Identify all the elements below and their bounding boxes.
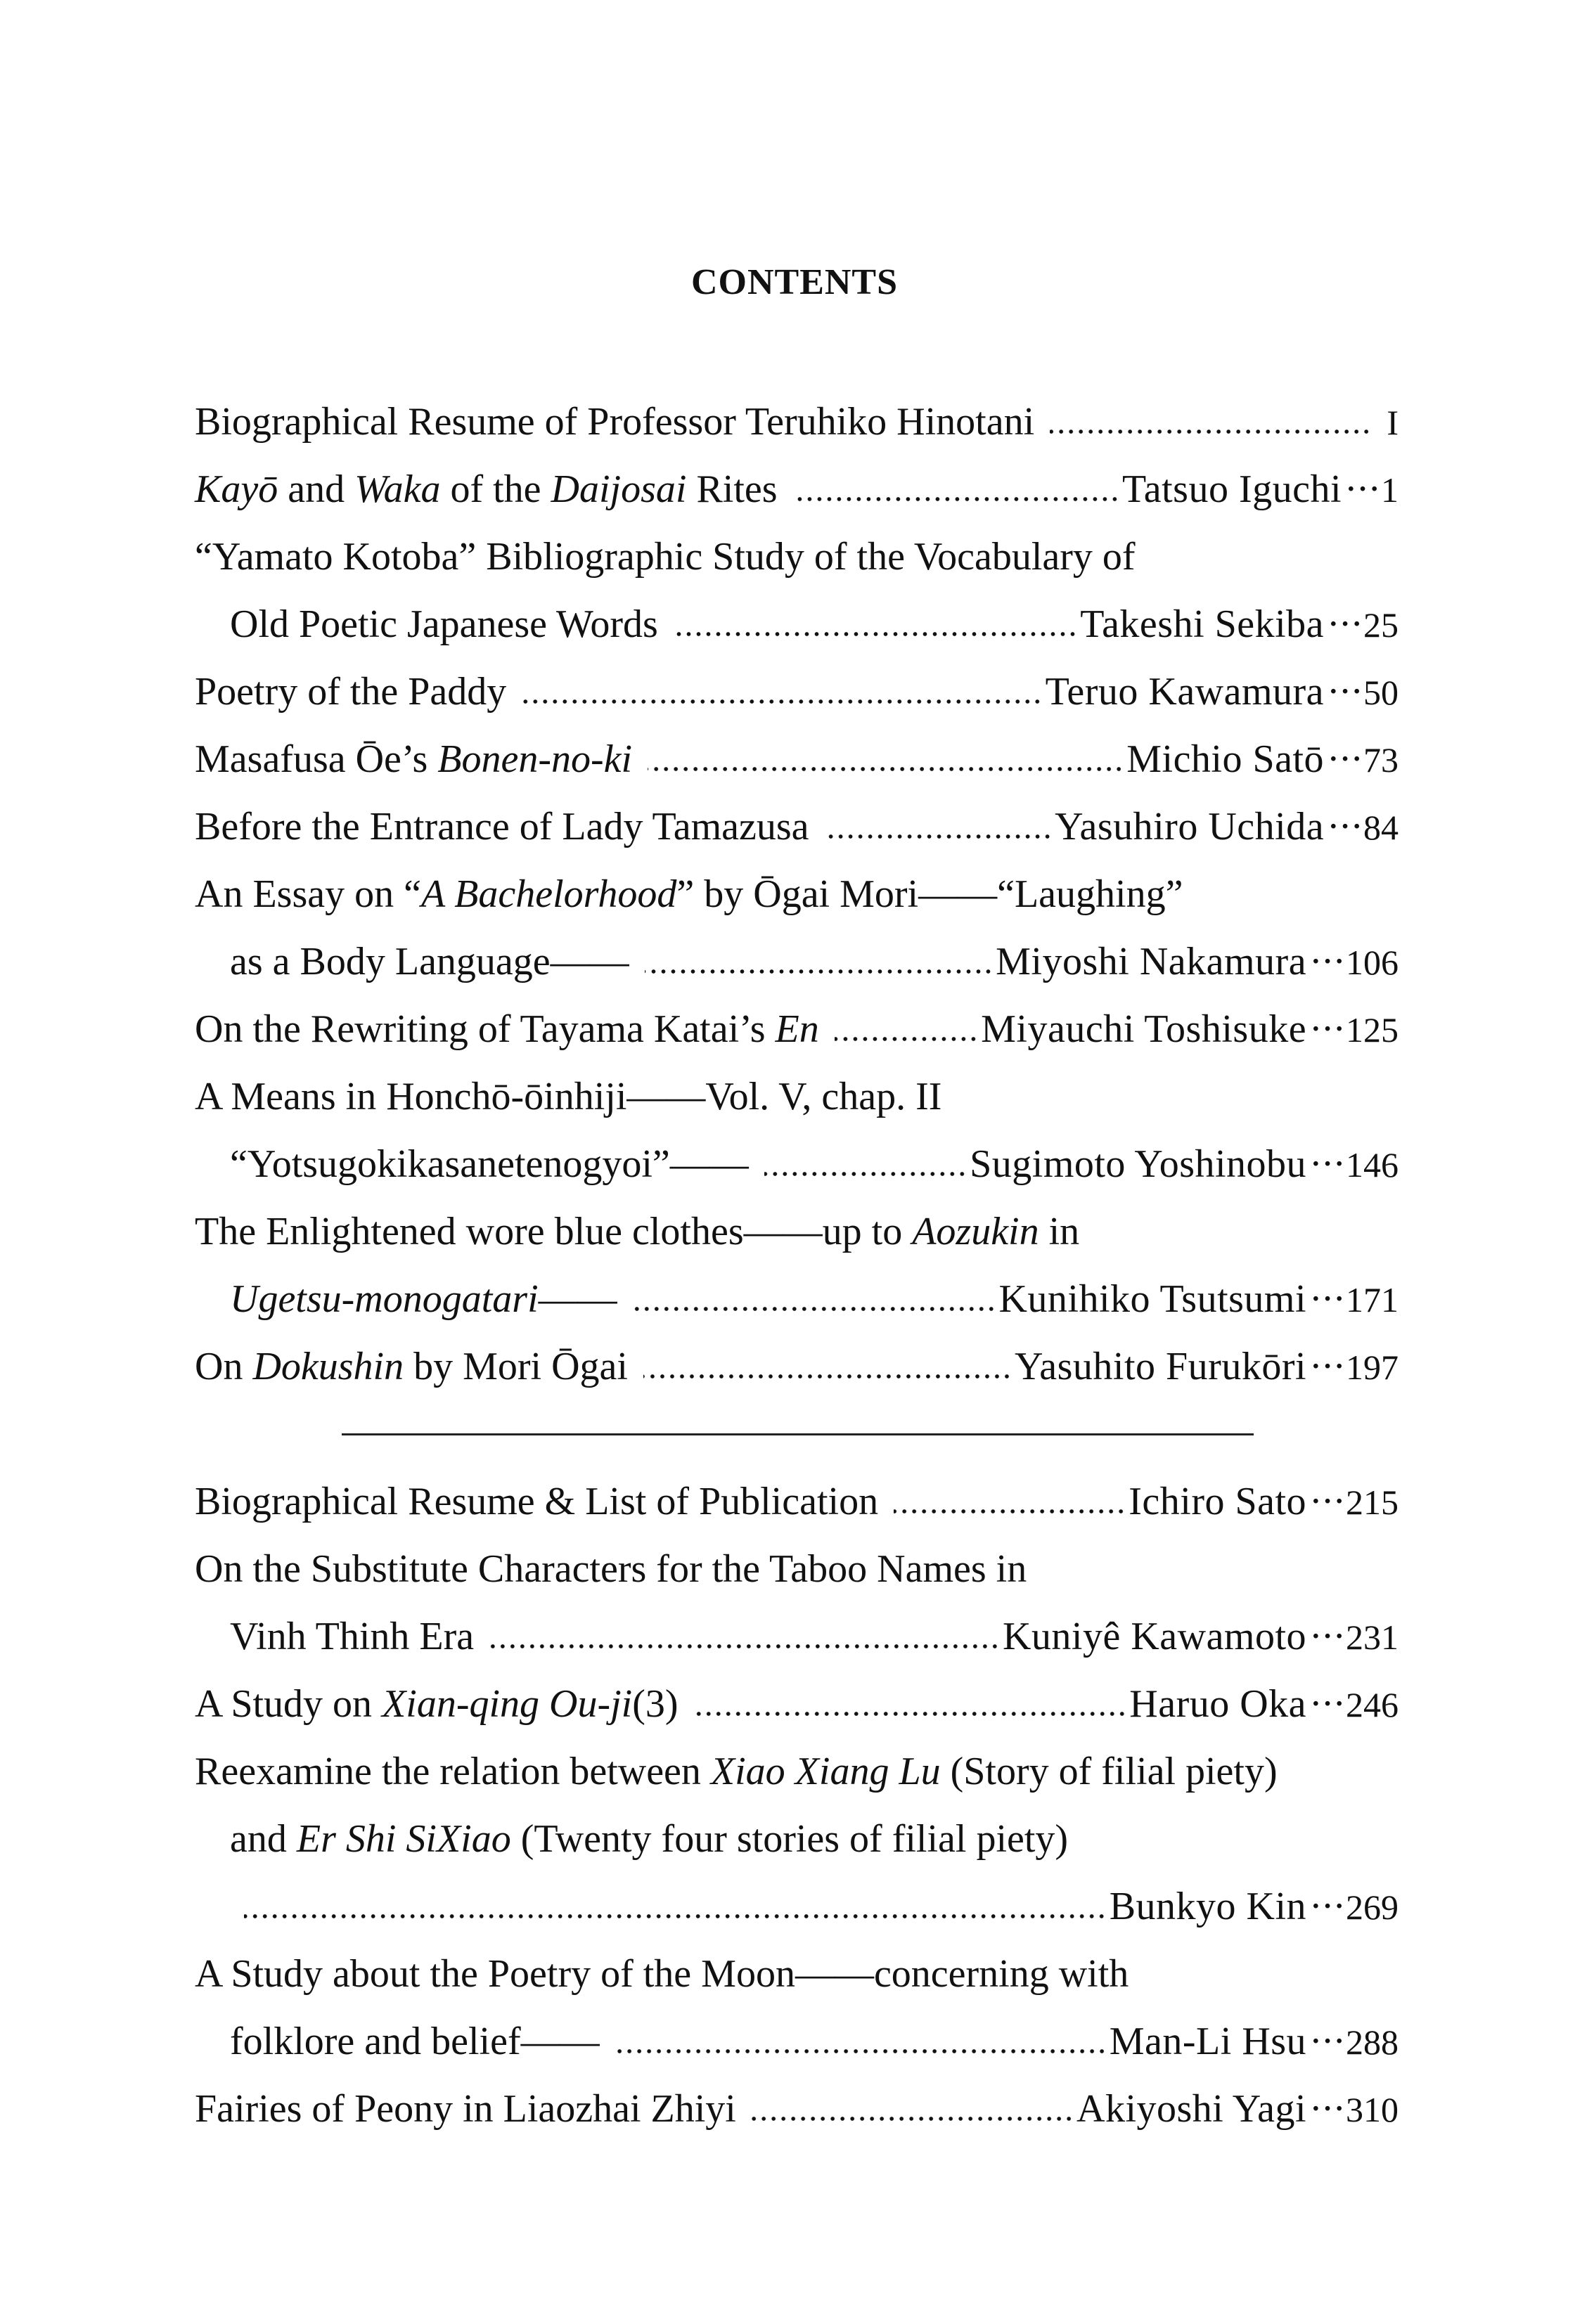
entry-title-part: in [1039, 1210, 1080, 1253]
entry-page-number: 215 [1346, 1483, 1399, 1522]
entry-title-part: Rites [686, 467, 778, 511]
entry-title-part: Poetry of the Paddy [195, 670, 507, 714]
entry-page-number: 171 [1346, 1280, 1399, 1319]
entry-title-part: Old Poetic Japanese Words [230, 602, 658, 646]
ellipsis: ··· [1309, 1615, 1344, 1658]
toc-entry-line [195, 1265, 1399, 1333]
entry-page-number: 50 [1363, 673, 1399, 712]
toc-entry-line [195, 1333, 1399, 1400]
ellipsis: ··· [1309, 1682, 1344, 1726]
ellipsis: ··· [1327, 670, 1362, 714]
entry-title [195, 658, 506, 725]
dot-leader [752, 2114, 1074, 2124]
entry-page-number: I [1387, 403, 1399, 442]
entry-title [195, 523, 1136, 590]
entry-title [195, 1535, 1027, 1603]
entry-title-italic-part: Xian-qing Ou-ji [382, 1682, 633, 1726]
ellipsis: ··· [1309, 1007, 1344, 1051]
dot-leader [793, 494, 1119, 504]
ellipsis: ··· [1309, 940, 1344, 983]
entry-title-part: On [195, 1345, 253, 1388]
entry-title-part: folklore and belief—— [230, 2020, 600, 2063]
entry-title [230, 1265, 617, 1333]
ellipsis: ··· [1327, 805, 1362, 848]
toc-entry-line [195, 456, 1399, 523]
entry-title-part: as a Body Language—— [230, 940, 629, 983]
entry-author: Miyoshi Nakamura [996, 940, 1307, 983]
entry-title-part: A Study about the Poetry of the Moon——concerning with [195, 1952, 1129, 1996]
ellipsis: ··· [1309, 1142, 1344, 1186]
entry-title-part: On the Substitute Characters for the Taboo Names in [195, 1547, 1027, 1591]
entry-author: Haruo Oka [1129, 1682, 1307, 1726]
entry-title [195, 1468, 878, 1535]
dot-leader [244, 1911, 1107, 1921]
entry-title-italic-part: Dokushin [252, 1345, 404, 1388]
entry-title-part: (Twenty four stories of filial piety) [510, 1817, 1069, 1861]
toc-entry-line [195, 1063, 1399, 1130]
entry-title [230, 2008, 600, 2075]
entry-page-number: 310 [1346, 2090, 1399, 2129]
entry-title-italic-part: Bonen-no-ki [437, 737, 633, 781]
ellipsis: ··· [1309, 1345, 1344, 1388]
toc-entry-line [195, 1873, 1399, 1940]
toc-entry-line [195, 1198, 1399, 1265]
dot-leader [894, 1506, 1126, 1516]
entry-title-part: A Means in Honchō-ōinhiji——Vol. V, chap. II [195, 1075, 942, 1118]
toc-entry-line [195, 793, 1399, 860]
entry-title-italic-part: A Bachelorhood [420, 872, 677, 916]
entry-title [195, 793, 809, 860]
ellipsis: ··· [1309, 2087, 1344, 2131]
entry-page-number: 73 [1363, 740, 1399, 780]
entry-page-number: 125 [1346, 1010, 1399, 1050]
entry-title [230, 590, 658, 658]
page-title: CONTENTS [690, 262, 899, 302]
toc-entry-line [195, 1130, 1399, 1198]
table-of-contents [195, 388, 1399, 2143]
entry-title-italic-part: En [775, 1007, 819, 1051]
section-divider [195, 1400, 1399, 1468]
entry-title-part: and [278, 467, 355, 511]
toc-entry-line [195, 1738, 1399, 1805]
entry-page-number: 1 [1381, 470, 1399, 510]
entry-author: Kuniyê Kawamoto [1002, 1615, 1307, 1658]
entry-page-number: 197 [1346, 1348, 1399, 1387]
entry-page-number: 84 [1363, 808, 1399, 847]
entry-title [230, 1805, 1068, 1873]
entry-author: Bunkyo Kin [1109, 1885, 1307, 1928]
entry-title-part: A Study on [195, 1682, 382, 1726]
entry-author: Tatsuo Iguchi [1121, 467, 1342, 511]
dot-leader [489, 1641, 1000, 1651]
toc-entry-line [195, 1535, 1399, 1603]
ellipsis: ··· [1309, 2020, 1344, 2063]
toc-entry-line [195, 658, 1399, 725]
ellipsis: ··· [1344, 467, 1380, 511]
toc-entry-line [195, 928, 1399, 995]
toc-entry-line [195, 1468, 1399, 1535]
entry-author: Akiyoshi Yagi [1076, 2087, 1307, 2131]
entry-title [230, 1130, 749, 1198]
entry-title-part: On the Rewriting of Tayama Katai’s [195, 1007, 776, 1051]
dot-leader [522, 697, 1042, 706]
dot-leader [615, 2046, 1107, 2056]
entry-title-italic-part: Xiao Xiang Lu [710, 1750, 941, 1793]
entry-title [195, 1333, 628, 1400]
entry-author: Michio Satō [1126, 737, 1325, 781]
entry-page-number: 288 [1346, 2022, 1399, 2062]
dot-leader [764, 1169, 967, 1179]
entry-title-italic-part: Aozukin [912, 1210, 1039, 1253]
entry-title-italic-part: Waka [354, 467, 441, 511]
entry-title-part: Vinh Thinh Era [230, 1615, 475, 1658]
entry-author: Miyauchi Toshisuke [981, 1007, 1307, 1051]
dot-leader [633, 1304, 996, 1314]
entry-title [195, 2075, 736, 2143]
entry-title-part: —— [538, 1277, 617, 1321]
entry-title [195, 725, 632, 793]
entry-title [195, 1198, 1079, 1265]
entry-title [195, 1738, 1278, 1805]
toc-entry-line [195, 995, 1399, 1063]
entry-title [195, 1940, 1129, 2008]
toc-entry-line [195, 860, 1399, 928]
dot-leader [1050, 427, 1371, 437]
dot-leader [643, 1371, 1012, 1381]
toc-entry-line [195, 1940, 1399, 2008]
entry-title [195, 388, 1034, 456]
entry-title [195, 1670, 679, 1738]
entry-author: Yasuhiro Uchida [1055, 805, 1325, 848]
entry-title [195, 860, 1183, 928]
entry-title-italic-part: Ugetsu-monogatari [230, 1277, 539, 1321]
entry-page-number: 246 [1346, 1685, 1399, 1724]
entry-title-part: and [230, 1817, 297, 1861]
entry-title-italic-part: Er Shi SiXiao [296, 1817, 511, 1861]
dot-leader [825, 832, 1053, 841]
entry-title-part: An Essay on “ [195, 872, 421, 916]
entry-title-part: by Mori Ōgai [404, 1345, 628, 1388]
ellipsis: ··· [1309, 1480, 1344, 1523]
entry-title [230, 928, 629, 995]
entry-title-part: ” by Ōgai Mori——“Laughing” [676, 872, 1183, 916]
ellipsis: ··· [1309, 1885, 1344, 1928]
entry-title-part: Biographical Resume of Professor Teruhiko Hinotani [195, 400, 1035, 444]
toc-entry-line [195, 388, 1399, 456]
entry-title-part: “Yamato Kotoba” Bibliographic Study of the Vocabulary of [195, 535, 1136, 579]
entry-title [195, 995, 819, 1063]
entry-author: Man-Li Hsu [1109, 2020, 1307, 2063]
divider-line [342, 1433, 1254, 1435]
dot-leader [694, 1709, 1127, 1719]
toc-entry-line [195, 1603, 1399, 1670]
entry-title-part: (3) [632, 1682, 679, 1726]
entry-author: Yasuhito Furukōri [1014, 1345, 1307, 1388]
dot-leader [645, 967, 993, 976]
toc-entry-line [195, 1805, 1399, 1873]
entry-title-part: Masafusa Ōe’s [195, 737, 438, 781]
toc-entry-line [195, 2008, 1399, 2075]
entry-title-part: Fairies of Peony in Liaozhai Zhiyi [195, 2087, 736, 2131]
entry-title-part: Before the Entrance of Lady Tamazusa [195, 805, 809, 848]
entry-page-number: 25 [1363, 605, 1399, 645]
dot-leader [674, 629, 1077, 639]
entry-title-part: of the [440, 467, 551, 511]
ellipsis: ··· [1309, 1277, 1344, 1321]
ellipsis: ··· [1327, 602, 1362, 646]
toc-entry-line [195, 725, 1399, 793]
entry-title [230, 1603, 474, 1670]
toc-entry-line [195, 590, 1399, 658]
entry-author: Ichiro Sato [1129, 1480, 1307, 1523]
entry-title-part: Biographical Resume & List of Publication [195, 1480, 879, 1523]
entry-page-number: 146 [1346, 1145, 1399, 1184]
toc-entry-line [195, 523, 1399, 590]
entry-title-italic-part: Kayō [195, 467, 278, 511]
ellipsis: ··· [1327, 737, 1362, 781]
toc-entry-line [195, 1670, 1399, 1738]
entry-author: Kunihiko Tsutsumi [998, 1277, 1307, 1321]
entry-title-part: The Enlightened wore blue clothes——up to [195, 1210, 913, 1253]
entry-author: Sugimoto Yoshinobu [970, 1142, 1307, 1186]
entry-title-italic-part: Daijosai [551, 467, 687, 511]
dot-leader [648, 764, 1124, 774]
entry-page-number: 269 [1346, 1887, 1399, 1927]
dot-leader [835, 1034, 978, 1044]
entry-author: Takeshi Sekiba [1080, 602, 1325, 646]
entry-title [195, 1063, 941, 1130]
entry-page-number: 106 [1346, 943, 1399, 982]
toc-entry-line [195, 2075, 1399, 2143]
entry-title-part: Reexamine the relation between [195, 1750, 711, 1793]
entry-author: Teruo Kawamura [1045, 670, 1325, 714]
entry-title-part: (Story of filial piety) [940, 1750, 1278, 1793]
entry-page-number: 231 [1346, 1618, 1399, 1657]
entry-title-part: “Yotsugokikasanetenogyoi”—— [230, 1142, 749, 1186]
entry-title [195, 456, 778, 523]
